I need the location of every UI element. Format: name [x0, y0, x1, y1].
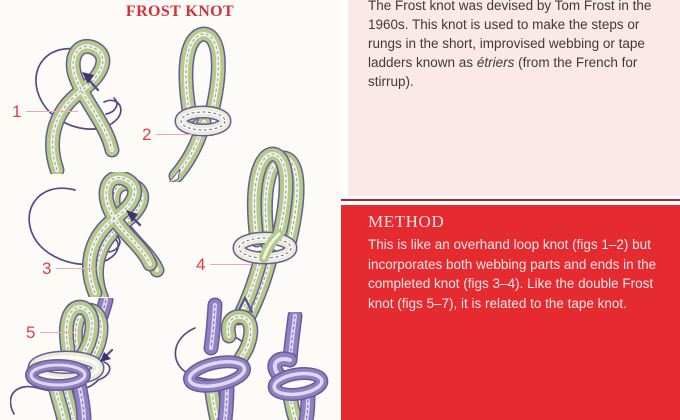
figure-1-illustration: [18, 22, 148, 174]
purple-tape: [211, 305, 215, 348]
intro-panel: [348, 0, 680, 196]
intro-italic-term: étriers: [476, 55, 515, 70]
leader-line: [40, 332, 74, 334]
figure-5-number: [26, 324, 74, 341]
divider-rule: [341, 199, 680, 201]
method-heading: METHOD: [368, 212, 445, 231]
intro-paragraph: [348, 0, 680, 91]
figure-3-number: [42, 260, 100, 277]
green-loop: [228, 317, 251, 358]
page-title: FROST KNOT: [125, 3, 235, 20]
figure-5-illustration: [10, 298, 150, 420]
figure-number-label: 4: [196, 255, 206, 274]
leader-line: [210, 264, 252, 266]
intro-text-1: The Frost knot was devised by Tom Frost in the 1960s. This knot is used to make the steps or rungs in the short, improvised webbing or tape ladders known as: [368, 0, 652, 70]
figure-1-number: [12, 103, 78, 120]
method-body: This is like an overhand loop knot (figs 1–2) but incorporates both webbing parts and ends in the completed knot (figs 3–4). Like the double Frost knot (figs 5–7), it is related to the tape knot.: [368, 237, 657, 311]
knot-wrap: [273, 371, 323, 397]
leader-line: [26, 111, 78, 113]
figure-4-number: [196, 256, 252, 273]
figure-number-label: 2: [142, 125, 152, 144]
figure-2-number: [142, 126, 192, 143]
figure-number-label: 5: [26, 323, 36, 342]
leader-line: [56, 268, 100, 270]
knot-wrap: [187, 357, 246, 390]
leader-line: [156, 134, 192, 136]
figure-number-label: 3: [42, 259, 52, 278]
intro-text-2: (from the French for stirrup).: [368, 55, 638, 89]
text-column: [341, 0, 680, 420]
figure-number-label: 1: [12, 102, 22, 121]
green-tape-loop: [186, 34, 218, 116]
figure-3-illustration: [25, 172, 170, 297]
method-panel: [341, 205, 680, 420]
